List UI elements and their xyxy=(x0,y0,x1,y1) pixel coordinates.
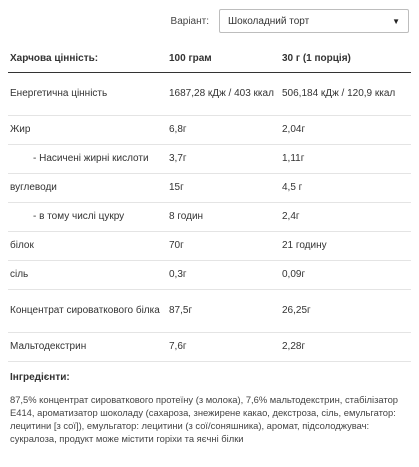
value-per-serving: 506,184 кДж / 120,9 ккал xyxy=(282,88,396,99)
variant-selected-value: Шоколадний торт xyxy=(228,15,310,27)
nutrient-name: сіль xyxy=(10,269,29,280)
nutrition-table-body xyxy=(8,72,411,361)
nutrient-name: білок xyxy=(10,240,34,251)
nutrient-name: Концентрат сироваткового білка xyxy=(10,305,160,316)
ingredients-title: Інгредієнти: xyxy=(10,372,70,383)
value-per-100g: 87,5г xyxy=(169,305,193,316)
header-per-100g: 100 грам xyxy=(169,53,212,65)
value-per-serving: 0,09г xyxy=(282,269,306,280)
table-row xyxy=(8,260,411,289)
nutrient-name: Жир xyxy=(10,124,31,135)
table-row xyxy=(8,72,411,115)
table-row xyxy=(8,289,411,332)
value-per-serving: 21 годину xyxy=(282,240,327,251)
variant-label: Варіант: xyxy=(170,15,209,27)
table-row xyxy=(8,231,411,260)
table-row xyxy=(8,115,411,144)
value-per-serving: 2,28г xyxy=(282,341,306,352)
nutrition-header-row xyxy=(8,46,411,72)
table-row xyxy=(8,144,411,173)
value-per-serving: 2,4г xyxy=(282,211,300,222)
header-nutrition-value: Харчова цінність: xyxy=(10,53,99,65)
value-per-100g: 3,7г xyxy=(169,153,187,164)
ingredients-section xyxy=(10,372,411,445)
value-per-100g: 70г xyxy=(169,240,184,251)
value-per-100g: 8 годин xyxy=(169,211,204,222)
nutrient-name: Мальтодекстрин xyxy=(10,341,87,352)
nutrition-table xyxy=(8,46,411,362)
value-per-100g: 7,6г xyxy=(169,341,187,352)
table-row xyxy=(8,332,411,361)
table-row xyxy=(8,173,411,202)
ingredients-text: 87,5% концентрат сироваткового протеїну (з молока), 7,6% мальтодекстрин, стабілізатор Е414, ароматизатор шоколаду (сахароза, знежирене какао, декстроза, сіль, емульгатор: лецитини [з сої]), емульгатор: лецитини (з сої/соняшника), аромат, підсолоджувач: сукралоза, продукт може містити горіхи та яєчні білки xyxy=(10,394,398,444)
nutrient-name: - в тому числі цукру xyxy=(33,211,125,222)
value-per-100g: 6,8г xyxy=(169,124,187,135)
chevron-down-icon: ▼ xyxy=(392,16,400,26)
value-per-serving: 1,11г xyxy=(282,153,305,164)
value-per-100g: 0,3г xyxy=(169,269,187,280)
nutrient-name: Енергетична цінність xyxy=(10,88,108,99)
value-per-serving: 26,25г xyxy=(282,305,311,316)
value-per-serving: 4,5 г xyxy=(282,182,303,193)
value-per-100g: 1687,28 кДж / 403 ккал xyxy=(169,88,274,99)
header-per-serving: 30 г (1 порція) xyxy=(282,53,351,65)
variant-row xyxy=(0,9,409,33)
value-per-serving: 2,04г xyxy=(282,124,306,135)
value-per-100g: 15г xyxy=(169,182,184,193)
nutrient-name: - Насичені жирні кислоти xyxy=(33,153,149,164)
nutrient-name: вуглеводи xyxy=(10,182,57,193)
variant-select[interactable] xyxy=(219,9,409,33)
table-row xyxy=(8,202,411,231)
